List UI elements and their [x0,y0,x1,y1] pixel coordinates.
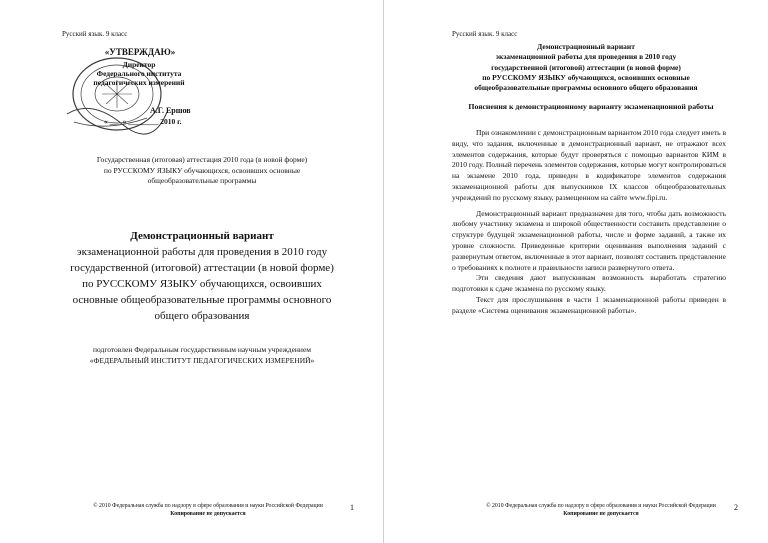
page-header: Русский язык. 9 класс [452,30,518,38]
page-footer [470,502,732,518]
page-footer [78,502,338,518]
prepared-by [62,345,342,366]
right-title-line: экзаменационной работы для проведения в 2010 году [495,52,677,62]
page-number: 2 [734,503,738,512]
subtitle-line: Государственная (итоговая) аттестация 2010 года (в новой форме) [96,155,308,164]
footer-copyright: © 2010 Федеральная служба по надзору в сфере образования и науки Российской Федерации [93,503,323,509]
main-title-line: экзаменационной работы для проведения в 2010 году [76,246,328,258]
right-page [384,0,768,543]
approve-title: «УТВЕРЖДАЮ» [104,47,176,57]
approve-institute-2: педагогических измерений [93,78,185,87]
approve-director: Директор [122,60,156,69]
subtitle-block [62,155,342,187]
right-title-line: по РУССКОМУ ЯЗЫКУ обучающихся, освоивших основные [482,72,690,82]
approve-date: « ___ » ________ 2010 г. [104,117,182,126]
subtitle-line: общеобразовательные программы [147,176,257,185]
paragraph: Текст для прослушивания в части 1 экзаменационной работы приведен в разделе «Система оценивания экзаменационной работы». [452,294,726,315]
right-title-line: общеобразовательные программы основного общего образования [474,83,698,93]
subtitle-line: по РУССКОМУ ЯЗЫКУ обучающихся, освоивших основные [103,165,301,175]
main-title-block [62,228,342,324]
page-number: 1 [350,503,354,512]
footer-copyright: © 2010 Федеральная служба по надзору в сфере образования и науки Российской Федерации [486,503,716,509]
explanation-body [452,128,726,317]
main-title-line: государственной (итоговой) аттестации (в новой форме) [70,262,334,274]
footer-notice: Копирование не допускается [563,511,639,517]
right-title-line: Демонстрационный вариант [537,42,635,51]
paragraph: При ознакомлении с демонстрационным вариантом 2010 года следует иметь в виду, что задания, включенные в демонстрационный вариант, не отражают всех элементов содержания, которые будут проверяться с помощью вариантов КИМ в 2010 году. Полный перечень элементов содержания, которые могут контролироваться на экзамене 2010 года, приведен в кодификаторе элементов содержания экзаменационной работы для выпускников IX классов общеобразовательных учреждений по русскому языку, размещенном на сайте www.fipi.ru. [452,128,726,202]
main-title: Демонстрационный вариант [130,230,274,242]
main-title-line: по РУССКОМУ ЯЗЫКУ обучающихся, освоивших [82,278,322,290]
prepared-line: «ФЕДЕРАЛЬНЫЙ ИНСТИТУТ ПЕДАГОГИЧЕСКИХ ИЗМЕРЕНИЙ» [89,355,315,365]
paragraph: Демонстрационный вариант предназначен для того, чтобы дать возможность любому участнику экзамена и широкой общественности составить представление о структуре будущей экзаменационной работы, числе и форме заданий, а также их уровне сложности. Приведенные критерии оценивания выполнения заданий с развернутым ответом, включенные в этот вариант, позволят составить представление о требованиях к полноте и правильности записи развернутого ответа. [452,208,726,272]
approve-institute: Федерального института [96,69,182,78]
section-heading: Пояснения к демонстрационному варианту экзаменационной работы [468,102,714,111]
footer-notice: Копирование не допускается [170,511,246,517]
paragraph: Эти сведения дают выпускникам возможность выработать стратегию подготовки к сдаче экзамена по русскому языку. [452,273,726,294]
main-title-line: основные общеобразовательные программы основного [72,294,332,306]
approve-signer: А.Г. Ершов [150,106,191,115]
main-title-line: общего образования [154,310,250,322]
prepared-line: подготовлен Федеральным государственным научным учреждением [92,345,312,354]
right-title-line: государственной (итоговой) аттестации (в новой форме) [491,62,681,72]
page-header: Русский язык. 9 класс [62,30,128,38]
right-title-block [446,42,726,93]
